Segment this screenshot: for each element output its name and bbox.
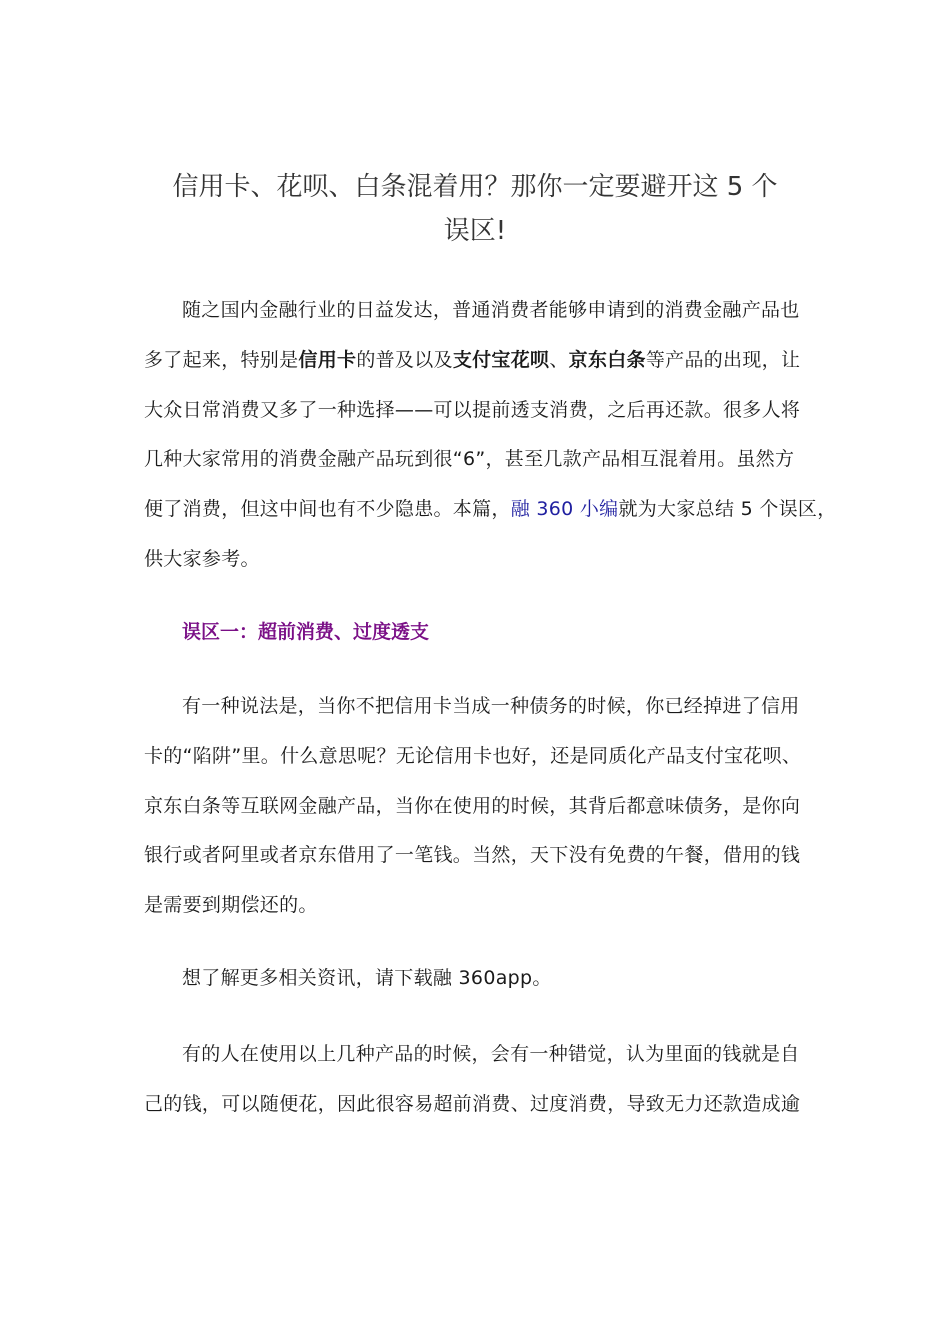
paragraph-line: 卡的“陷阱”里。什么意思呢？无论信用卡也好，还是同质化产品支付宝花呗、 xyxy=(144,744,802,767)
paragraph-line: 京东白条等互联网金融产品，当你在使用的时候，其背后都意味债务，是你向 xyxy=(144,794,801,817)
section-heading: 误区一：超前消费、过度透支 xyxy=(182,621,430,643)
section-paragraph-3 xyxy=(144,1030,814,1130)
section-paragraph-1 xyxy=(144,682,814,931)
paragraph-line: 银行或者阿里或者京东借用了一笔钱。当然，天下没有免费的午餐，借用的钱 xyxy=(144,844,801,867)
intro-line xyxy=(144,485,837,535)
paragraph-line: 有一种说法是，当你不把信用卡当成一种债务的时候，你已经掉进了信用 xyxy=(182,695,800,717)
rong360-editor-link[interactable]: 融 360 小编 xyxy=(510,498,619,521)
intro-text: 多了起来，特别是 xyxy=(144,348,299,371)
intro-text: 、 xyxy=(549,348,569,371)
keyword-credit-card: 信用卡 xyxy=(298,348,357,371)
paragraph-line: 己的钱，可以随便花，因此很容易超前消费、过度消费，导致无力还款造成逾 xyxy=(144,1092,801,1115)
section-paragraph-2 xyxy=(144,954,814,1004)
intro-text: 的普及以及 xyxy=(356,348,453,371)
article-title xyxy=(150,165,800,253)
intro-line xyxy=(144,336,814,386)
intro-line: 几种大家常用的消费金融产品玩到很“6”，甚至几款产品相互混着用。虽然方 xyxy=(144,448,795,471)
intro-line: 大众日常消费又多了一种选择——可以提前透支消费，之后再还款。很多人将 xyxy=(144,398,801,421)
intro-text: 等产品的出现，让 xyxy=(645,348,801,371)
intro-paragraph xyxy=(144,286,837,585)
paragraph-line: 是需要到期偿还的。 xyxy=(144,894,318,917)
paragraph-line: 有的人在使用以上几种产品的时候，会有一种错觉，认为里面的钱就是自 xyxy=(182,1043,800,1065)
article-title-line-2: 误区! xyxy=(443,216,507,246)
keyword-huabei: 支付宝花呗 xyxy=(452,348,550,371)
paragraph-line: 想了解更多相关资讯，请下载融 360app。 xyxy=(182,967,552,989)
intro-line: 随之国内金融行业的日益发达，普通消费者能够申请到的消费金融产品也 xyxy=(182,299,800,321)
intro-text: 便了消费，但这中间也有不少隐患。本篇， xyxy=(144,498,511,521)
intro-line: 供大家参考。 xyxy=(144,547,260,570)
keyword-baitiao: 京东白条 xyxy=(568,348,646,371)
article-title-line-1: 信用卡、花呗、白条混着用？那你一定要避开这 5 个 xyxy=(172,172,778,202)
intro-text: 就为大家总结 5 个误区， xyxy=(618,498,837,521)
